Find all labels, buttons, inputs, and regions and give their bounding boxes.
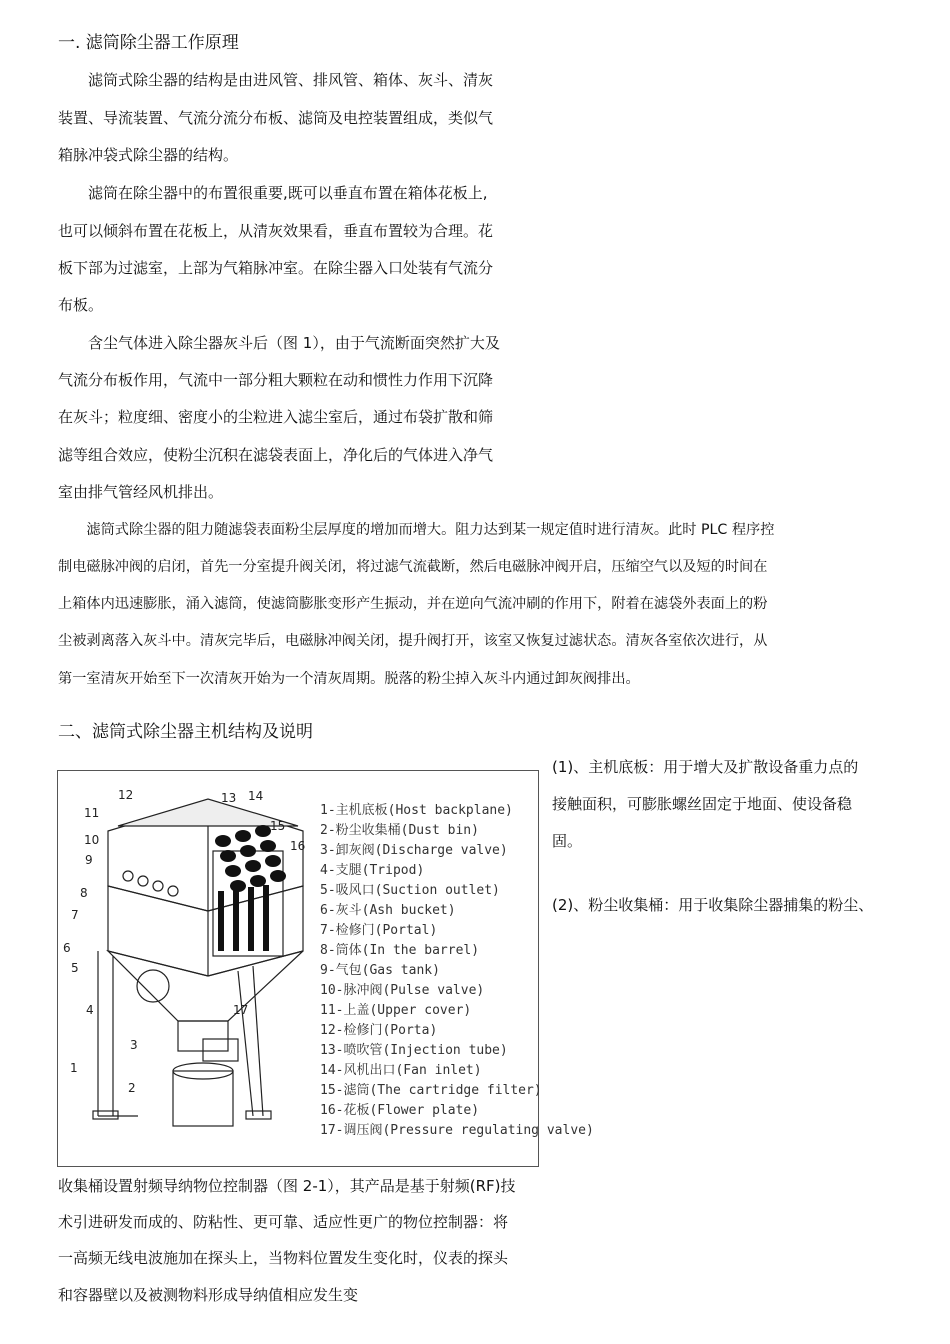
callout-label: 12 xyxy=(118,788,134,802)
paragraph-line: 滤筒式除尘器的结构是由进风管、排风管、箱体、灰斗、清灰 xyxy=(58,71,494,89)
paragraph-line: 室由排气管经风机排出。 xyxy=(58,483,224,501)
callout-label: 7 xyxy=(71,908,79,922)
callout-label: 5 xyxy=(71,961,79,975)
side-text-line: (2)、粉尘收集桶：用于收集除尘器捕集的粉尘、 xyxy=(552,896,874,914)
side-text-line: 固。 xyxy=(552,832,583,850)
paragraph-line: 滤筒式除尘器的阻力随滤袋表面粉尘层厚度的增加而增大。阻力达到某一规定值时进行清灰。此时 PLC 程序控 xyxy=(58,522,775,538)
paragraph-line: 第一室清灰开始至下一次清灰开始为一个清灰周期。脱落的粉尘掉入灰斗内通过卸灰阀排出。 xyxy=(58,671,640,687)
paragraph-line: 滤等组合效应，使粉尘沉积在滤袋表面上，净化后的气体进入净气 xyxy=(58,446,494,464)
callout-label: 15 xyxy=(270,819,286,833)
legend-item: 16-花板(Flower plate) xyxy=(320,1103,480,1118)
legend-item: 12-检修门(Porta) xyxy=(320,1023,438,1038)
paragraph-line: 板下部为过滤室，上部为气箱脉冲室。在除尘器入口处装有气流分 xyxy=(58,259,494,277)
paragraph-line: 箱脉冲袋式除尘器的结构。 xyxy=(58,146,239,164)
callout-label: 9 xyxy=(85,853,93,867)
legend-item: 8-筒体(In the barrel) xyxy=(320,943,480,958)
legend-item: 10-脉冲阀(Pulse valve) xyxy=(320,983,485,998)
legend-item: 15-滤筒(The cartridge filter) xyxy=(320,1083,542,1098)
callout-label: 16 xyxy=(290,839,306,853)
side-text-line: (1)、主机底板：用于增大及扩散设备重力点的 xyxy=(552,758,859,776)
paragraph-line: 气流分布板作用，气流中一部分粗大颗粒在动和惯性力作用下沉降 xyxy=(58,371,494,389)
paragraph-line: 上箱体内迅速膨胀，涌入滤筒，使滤筒膨胀变形产生振动，并在逆向气流冲刷的作用下，附着在滤袋外表面上的粉 xyxy=(58,596,768,612)
legend-item: 1-主机底板(Host backplane) xyxy=(320,803,513,818)
callout-label: 2 xyxy=(128,1081,136,1095)
paragraph-line: 尘被剥离落入灰斗中。清灰完毕后，电磁脉冲阀关闭，提升阀打开，该室又恢复过滤状态。清灰各室依次进行，从 xyxy=(58,633,768,649)
paragraph-line: 装置、导流装置、气流分流分布板、滤筒及电控装置组成，类似气 xyxy=(58,109,494,127)
legend-item: 5-吸风口(Suction outlet) xyxy=(320,883,500,898)
paragraph-line: 滤筒在除尘器中的布置很重要,既可以垂直布置在箱体花板上, xyxy=(58,184,488,202)
side-text-line: 接触面积，可膨胀螺丝固定于地面、使设备稳 xyxy=(552,795,853,813)
legend-item: 7-检修门(Portal) xyxy=(320,923,438,938)
callout-label: 6 xyxy=(63,941,71,955)
paragraph-line: 制电磁脉冲阀的启闭，首先一分室提升阀关闭，将过滤气流截断，然后电磁脉冲阀开启，压缩空气以及短的时间在 xyxy=(58,559,768,575)
paragraph-line: 布板。 xyxy=(58,296,104,314)
legend-item: 11-上盖(Upper cover) xyxy=(320,1003,472,1018)
paragraph-line: 在灰斗；粒度细、密度小的尘粒进入滤尘室后，通过布袋扩散和筛 xyxy=(58,408,494,426)
legend-item: 6-灰斗(Ash bucket) xyxy=(320,903,456,918)
legend-item: 14-风机出口(Fan inlet) xyxy=(320,1063,482,1078)
legend-item: 4-支腿(Tripod) xyxy=(320,863,425,878)
callout-label: 3 xyxy=(130,1038,138,1052)
callout-label: 17 xyxy=(233,1003,249,1017)
callout-label: 13 xyxy=(221,791,237,805)
callout-label: 4 xyxy=(86,1003,94,1017)
section2-heading: 二、滤筒式除尘器主机结构及说明 xyxy=(58,722,313,742)
paragraph-line: 也可以倾斜布置在花板上，从清灰效果看，垂直布置较为合理。花 xyxy=(58,222,494,240)
component-legend xyxy=(320,801,594,1141)
legend-item: 3-卸灰阀(Discharge valve) xyxy=(320,843,508,858)
legend-item: 2-粉尘收集桶(Dust bin) xyxy=(320,823,479,838)
paragraph-line: 一高频无线电波施加在探头上，当物料位置发生变化时，仪表的探头 xyxy=(58,1249,509,1267)
paragraph-line: 收集桶设置射频导纳物位控制器（图 2-1），其产品是基于射频(RF)技 xyxy=(58,1177,516,1195)
dust-collector-diagram xyxy=(57,770,594,1167)
legend-item: 9-气包(Gas tank) xyxy=(320,963,440,978)
legend-item: 17-调压阀(Pressure regulating valve) xyxy=(320,1123,594,1138)
callout-label: 11 xyxy=(84,806,100,820)
callout-label: 10 xyxy=(84,833,100,847)
paragraph-line: 和容器壁以及被测物料形成导纳值相应发生变 xyxy=(58,1286,359,1304)
legend-item: 13-喷吹管(Injection tube) xyxy=(320,1043,508,1058)
paragraph-line: 术引进研发而成的、防粘性、更可靠、适应性更广的物位控制器：将 xyxy=(58,1213,509,1231)
section1-heading: 一. 滤筒除尘器工作原理 xyxy=(58,33,239,53)
callout-label: 14 xyxy=(248,789,264,803)
paragraph-line: 含尘气体进入除尘器灰斗后（图 1），由于气流断面突然扩大及 xyxy=(58,334,500,352)
callout-label: 8 xyxy=(80,886,88,900)
callout-label: 1 xyxy=(70,1061,78,1075)
